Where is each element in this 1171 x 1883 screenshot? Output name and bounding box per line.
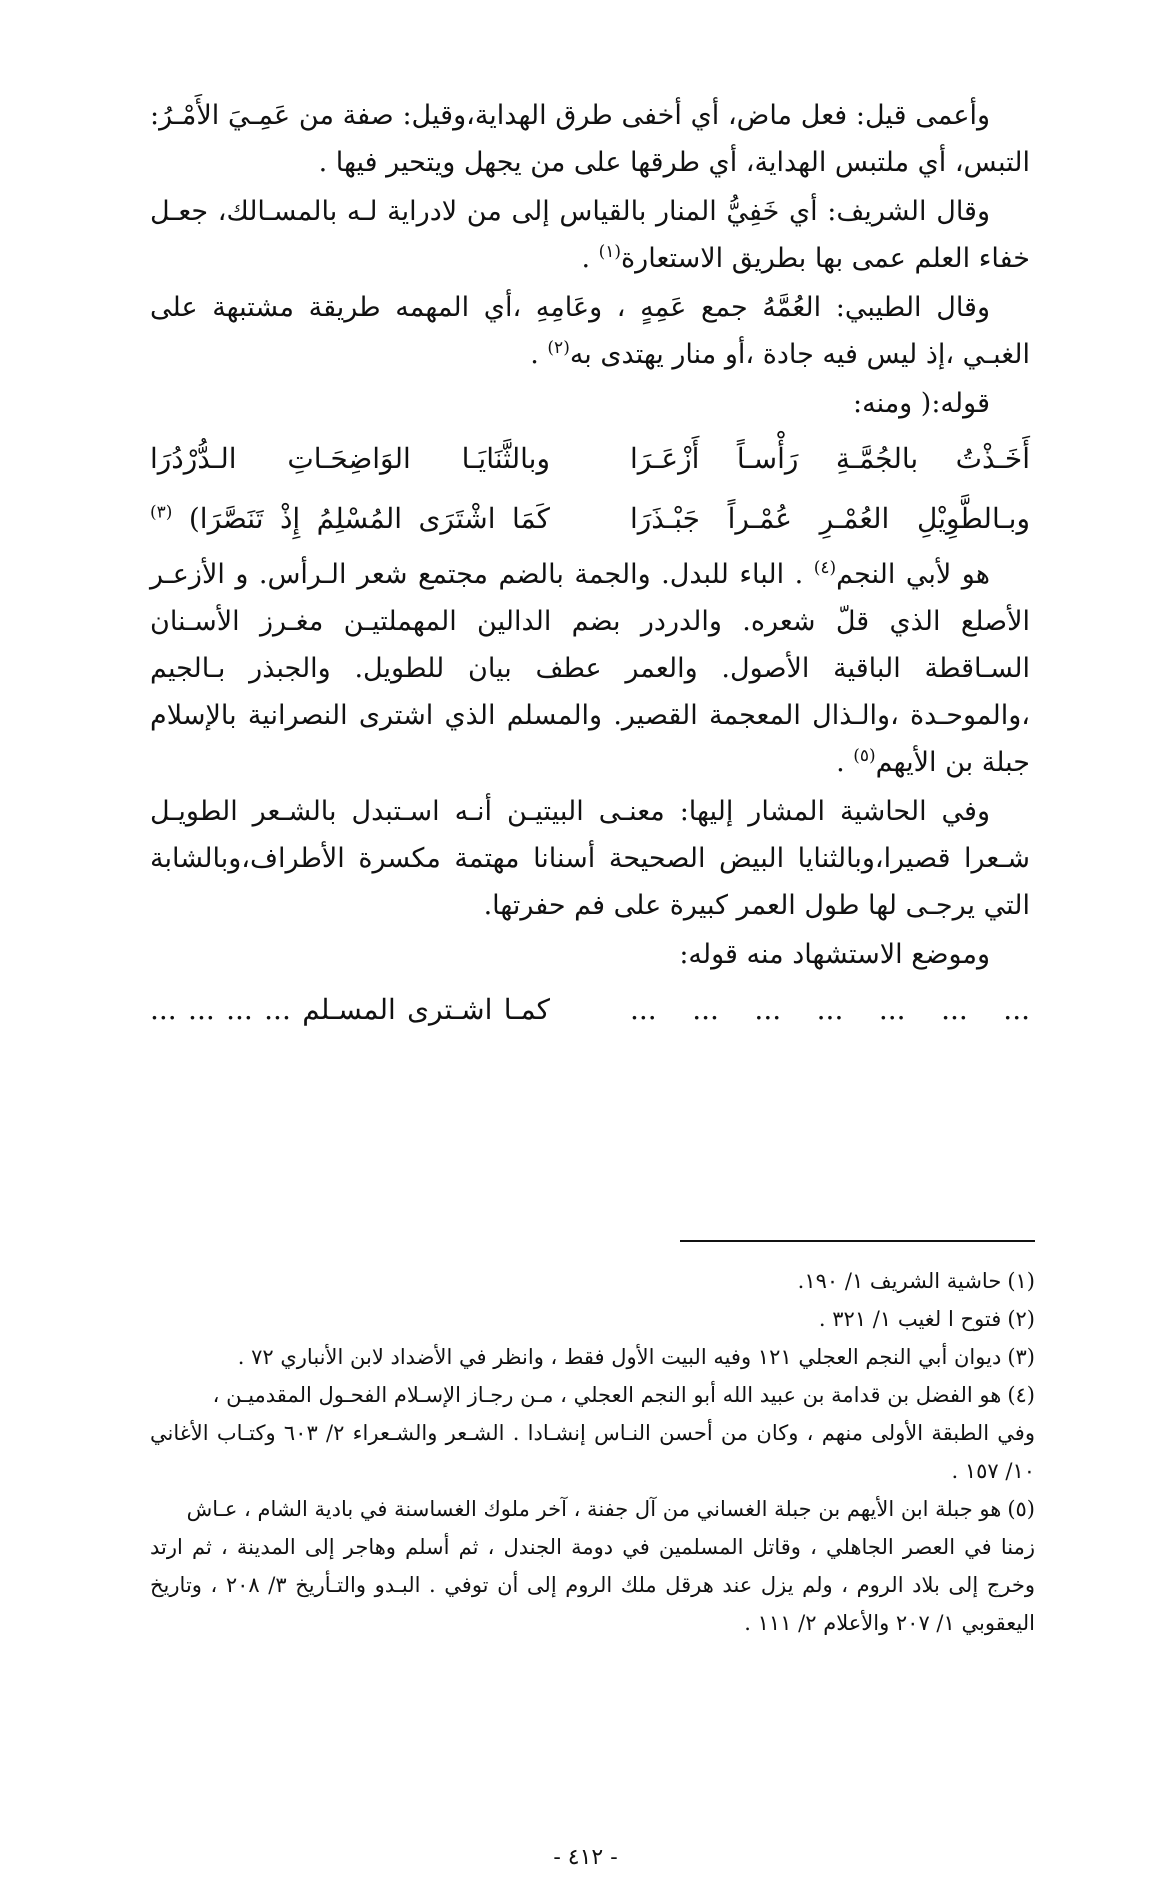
- paragraph-2-text: وقال الشريف: أي خَفِيُّ المنار بالقياس إلى من لادراية لـه بالمسـالك، جعـل خفاء العلم عمى بها بطريق الاستعارة: [150, 196, 1030, 274]
- paragraph-6: [150, 788, 1030, 929]
- paragraph-5: [150, 551, 1030, 786]
- footnote-2: [150, 1300, 1035, 1338]
- footnote-text: فتوح ا لغيب ١/ ٣٢١ .: [818, 1307, 1002, 1331]
- verse-3-second-hemistich: كمـا اشـترى المسـلم ... ... ... ...: [150, 993, 550, 1026]
- footnote-ref-3[interactable]: (٣): [150, 502, 173, 523]
- footnote-ref-1[interactable]: (١): [598, 242, 622, 262]
- footnote-ref-5[interactable]: (٥): [853, 746, 876, 766]
- paragraph-5-text: . الباء للبدل. والجمة بالضم مجتمع شعر الـرأس. و الأزعـر الأصلع الذي قلّ شعره. والدردر بضم الدالين المهملتيـن مغـرز الأسـنان السـاقطة الباقية الأصول. والعمر عطف بيان للطويل. والجبذر بـالجيم ،والموحـدة ،والـذال المعجمة القصير. والمسلم الذي اشترى النصرانية بالإسلام جبلة بن الأيهم: [150, 559, 1030, 778]
- paragraph-2-end: .: [581, 243, 599, 274]
- verse-line-2: [150, 491, 1030, 547]
- paragraph-1: [150, 92, 1030, 186]
- footnote-number: (٢): [1007, 1307, 1035, 1331]
- main-text: [150, 92, 1030, 1042]
- footnote-5-continued: زمنا في العصر الجاهلي ، وقاتل المسلمين في دومة الجندل ، ثم أسلم وهاجر إلى المدينة ، ثم ارتد وخرج إلى بلاد الروم ، ولم يزل عند هرقل ملك الروم إلى أن توفي . البـدو والتـأريخ ٣/ ٢٠٨ ، وتاريخ اليعقوبي ١/ ٢٠٧ والأعلام ٢/ ١١١ .: [150, 1535, 1035, 1635]
- footnote-1: [150, 1262, 1035, 1300]
- footnotes: [150, 1262, 1035, 1642]
- paragraph-5-start: هو لأبي النجم: [836, 559, 990, 590]
- footnote-separator: [680, 1240, 1035, 1242]
- paragraph-6-text: وفي الحاشية المشار إليها: معنـى البيتيـن أنـه اسـتبدل بالشـعر الطويـل شـعرا قصيرا،وبالثنايا البيض الصحيحة أسنانا مهتمة مكسرة الأطراف،وبالشابة التي يرجـى لها طول العمر كبيرة على فم حفرتها.: [150, 796, 1030, 921]
- footnote-number: (١): [1007, 1269, 1035, 1293]
- verse-1-second-hemistich: وبالثَّنَايَـا الوَاضِحَـاتِ الـدُّرْدُرَا: [150, 442, 550, 475]
- verse-1-first-hemistich: أَخَـذْتُ بالجُمَّـةِ رَأْسـاً أَزْعَـرَا: [630, 442, 1030, 475]
- footnote-text: هو جبلة ابن الأيهم بن جبلة الغساني من آل جفنة ، آخر ملوك الغساسنة في بادية الشام ، عـاش: [186, 1497, 1002, 1521]
- footnote-text: حاشية الشريف ١/ ١٩٠.: [797, 1269, 1002, 1293]
- page-number: - ٤١٢ -: [553, 1845, 618, 1870]
- footnote-number: (٤): [1007, 1383, 1035, 1407]
- footnote-3: [150, 1338, 1035, 1376]
- paragraph-1-text: وأعمى قيل: فعل ماض، أي أخفى طرق الهداية،وقيل: صفة من عَمِـيَ الأَمْـرُ: التبس، أي ملتبس الهداية، أي طرقها على من يجهل ويتحير فيها .: [150, 100, 1030, 178]
- paragraph-7: [150, 931, 1030, 978]
- footnote-number: (٣): [1007, 1345, 1035, 1369]
- footnote-number: (٥): [1007, 1497, 1035, 1521]
- footnote-ref-2[interactable]: (٢): [547, 338, 570, 358]
- paragraph-7-text: وموضع الاستشهاد منه قوله:: [679, 939, 990, 970]
- verse-2-second-text: كَمَا اشْتَرَى المُسْلِمُ إِذْ تَنَصَّرَا): [188, 502, 550, 535]
- paragraph-2: [150, 188, 1030, 282]
- verse-2-first-hemistich: وبـالطَّوِيْلِ العُمْـرِ عُمْـراً جَبْـذَرَا: [630, 502, 1030, 535]
- paragraph-4-text: قوله:( ومنه:: [853, 388, 990, 419]
- verse-line-1: [150, 431, 1030, 487]
- footnote-ref-4[interactable]: (٤): [813, 558, 837, 578]
- paragraph-3-end: .: [530, 339, 548, 370]
- paragraph-4: [150, 380, 1030, 427]
- paragraph-3: [150, 284, 1030, 378]
- verse-2-second-hemistich: [150, 491, 550, 547]
- footnote-text: ديوان أبي النجم العجلي ١٢١ وفيه البيت الأول فقط ، وانظر في الأضداد لابن الأنباري ٧٢ .: [237, 1345, 1002, 1369]
- footnote-4: [150, 1376, 1035, 1414]
- verse-line-3: [150, 982, 1030, 1038]
- paragraph-5-end: .: [836, 747, 854, 778]
- footnote-4-continued: وفي الطبقة الأولى منهم ، وكان من أحسن النـاس إنشـادا . الشـعر والشـعراء ٢/ ٦٠٣ وكتـاب الأغاني ١٠/ ١٥٧ .: [150, 1421, 1035, 1483]
- paragraph-3-text: وقال الطيبي: العُمَّهُ جمع عَمِهٍ ، وعَامِهِ ،أي المهمه طريقة مشتبهة على الغبـي ،إذ ليس فيه جادة ،أو منار يهتدى به: [150, 292, 1030, 370]
- footnote-text: هو الفضل بن قدامة بن عبيد الله أبو النجم العجلي ، مـن رجـاز الإسـلام الفحـول المقدميـن ،: [212, 1383, 1002, 1407]
- footnote-5: [150, 1490, 1035, 1528]
- verse-3-first-hemistich: ... ... ... ... ... ... ...: [630, 993, 1030, 1026]
